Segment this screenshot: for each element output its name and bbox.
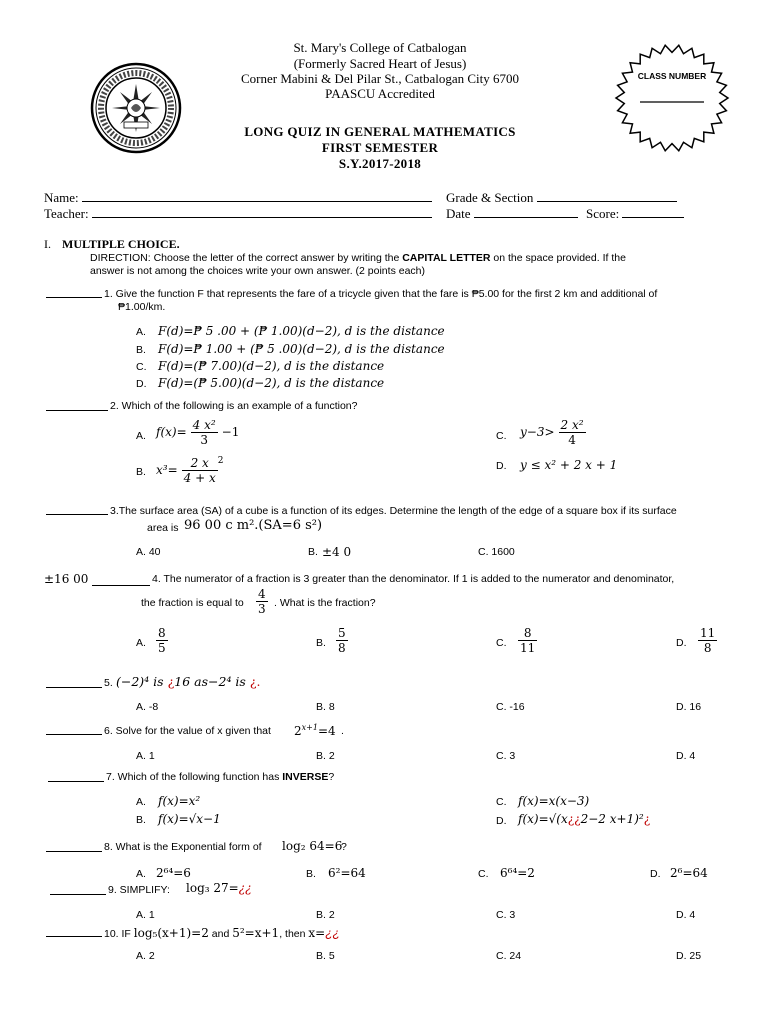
- school-address: Corner Mabini & Del Pilar St., Catbalogan City 6700: [240, 71, 520, 86]
- grade-section-blank[interactable]: [537, 190, 677, 202]
- expr-part: 5²=x+1: [232, 926, 280, 940]
- answer-blank[interactable]: [46, 410, 108, 411]
- question-text: ?: [328, 771, 335, 783]
- numerator: 4 x²: [192, 418, 216, 432]
- expr-part: x³=: [156, 463, 178, 478]
- school-seal: [90, 62, 182, 154]
- question-4-text: 4. The numerator of a fraction is 3 greater than the denominator. If 1 is added to the numerator and denominator,: [152, 573, 675, 585]
- question-4-text-end: . What is the fraction?: [274, 597, 376, 609]
- expr-part: log₃ 27=: [186, 881, 239, 895]
- question-emphasis: INVERSE: [282, 771, 329, 783]
- numerator: 2 x²: [560, 418, 584, 432]
- question-3-math: 96 00 c m².(SA=6 s²): [184, 518, 323, 533]
- question-9-math: [186, 881, 252, 895]
- name-blank[interactable]: [82, 190, 432, 202]
- choice-letter: D.: [676, 637, 687, 649]
- denominator: 11: [520, 641, 536, 655]
- question-text: and: [208, 928, 233, 940]
- question-8-math: log₂ 64=6: [282, 839, 343, 853]
- choice-letter: C.: [496, 796, 507, 808]
- choice-letter: A.: [136, 868, 146, 880]
- choice-d: D. 4: [676, 750, 696, 762]
- choice-expression: [518, 812, 650, 826]
- teacher-blank[interactable]: [92, 206, 432, 218]
- grade-section-field[interactable]: [446, 190, 677, 206]
- fraction: [518, 626, 537, 655]
- choice-letter: A.: [136, 326, 146, 338]
- question-text: 10. IF: [104, 928, 131, 940]
- date-label: Date: [446, 206, 471, 221]
- direction-text: Choose the letter of the correct answer by writing the: [150, 252, 403, 264]
- choice-letter: D.: [136, 378, 147, 390]
- choice-a: A. -8: [136, 701, 159, 713]
- fraction: [256, 587, 268, 616]
- expr-part: 2−2 x+1)²: [580, 812, 644, 826]
- choice-letter: B.: [136, 466, 146, 478]
- class-number-badge: [606, 38, 738, 158]
- question-6-text: 6. Solve for the value of x given that: [104, 725, 271, 737]
- choice-letter: A.: [136, 430, 146, 442]
- placeholder-glyph: ¿¿: [567, 812, 581, 826]
- choice-b: B. 5: [316, 950, 335, 962]
- fraction: [191, 418, 218, 447]
- choice-letter: D.: [650, 868, 661, 880]
- school-name: St. Mary's College of Catbalogan: [293, 40, 467, 55]
- denominator: 4: [568, 433, 576, 447]
- question-8-text: 8. What is the Exponential form of: [104, 841, 262, 853]
- numerator: 2 x: [182, 456, 218, 471]
- denominator: 4 + x: [183, 471, 216, 485]
- answer-blank[interactable]: [46, 297, 102, 298]
- answer-blank[interactable]: [46, 851, 102, 852]
- choice-expression: F(d)=₱ 1.00 + (₱ 5 .00)(d−2), d is the distance: [158, 342, 445, 356]
- choice-expression: y ≤ x² + 2 x + 1: [520, 458, 618, 472]
- direction-emphasis: CAPITAL LETTER: [402, 252, 491, 264]
- choice-expression: ±4 0: [322, 545, 352, 559]
- choice-expression: F(d)=(₱ 7.00)(d−2), d is the distance: [158, 359, 385, 373]
- choice-a: A. 40: [136, 546, 161, 558]
- question-number: 5.: [104, 677, 113, 689]
- answer-blank[interactable]: [46, 734, 102, 735]
- choice-letter: B.: [306, 868, 316, 880]
- choice-letter: B.: [308, 546, 318, 558]
- choice-expression: [156, 418, 239, 447]
- directions: [90, 252, 626, 264]
- choice-expression: F(d)=₱ 5 .00 + (₱ 1.00)(d−2), d is the distance: [158, 324, 445, 338]
- choice-letter: B.: [316, 637, 326, 649]
- choice-expression: [520, 418, 586, 447]
- question-8-end: ?: [341, 841, 347, 853]
- expr-part: 16 as−2⁴ is: [174, 674, 250, 689]
- choice-c: C. 1600: [478, 546, 515, 558]
- choice-a: A. 2: [136, 950, 155, 962]
- choice-expression: [156, 456, 223, 485]
- choice-letter: C.: [496, 637, 507, 649]
- question-3-text: 3.The surface area (SA) of a cube is a function of its edges. Determine the length of the edge of a square box if its surface: [110, 505, 677, 517]
- placeholder-glyph: ¿: [167, 674, 175, 689]
- direction-label: DIRECTION:: [90, 252, 151, 264]
- question-6-end: .: [341, 725, 344, 737]
- expr-part: =4: [317, 724, 336, 738]
- question-text: , then: [279, 928, 306, 940]
- question-text: 7. Which of the following function has: [106, 771, 283, 783]
- expr-part: 2: [294, 724, 302, 738]
- exponent: x+1: [301, 723, 318, 732]
- exponent: 2: [217, 456, 224, 466]
- choice-letter: C.: [478, 868, 489, 880]
- denominator: 5: [158, 641, 166, 655]
- answer-blank[interactable]: [48, 781, 104, 782]
- date-blank[interactable]: [474, 206, 578, 218]
- expr-part: (−2)⁴ is: [116, 674, 168, 689]
- choice-expression: f(x)=√x−1: [158, 812, 221, 826]
- question-5-math: [116, 674, 261, 689]
- teacher-field[interactable]: [44, 206, 432, 222]
- question-6-math: [294, 723, 336, 738]
- answer-blank[interactable]: [46, 514, 108, 515]
- choice-expression: 6²=64: [328, 866, 366, 880]
- teacher-label: Teacher:: [44, 206, 89, 221]
- choice-expression: f(x)=x(x−3): [518, 794, 590, 808]
- name-label: Name:: [44, 190, 79, 205]
- score-label: Score:: [586, 206, 620, 221]
- fraction: [698, 626, 717, 655]
- fraction: [336, 626, 348, 655]
- section-heading: MULTIPLE CHOICE.: [62, 237, 180, 251]
- name-field[interactable]: [44, 190, 432, 206]
- class-number-label: CLASS NUMBER: [637, 71, 707, 81]
- fraction: [156, 626, 168, 655]
- choice-letter: A.: [136, 796, 146, 808]
- expr-part: −1: [221, 425, 240, 440]
- grade-section-label: Grade & Section: [446, 190, 534, 205]
- numerator: 5: [338, 626, 346, 640]
- denominator: 8: [338, 641, 346, 655]
- choice-a: A. 1: [136, 909, 155, 921]
- quiz-title: LONG QUIZ IN GENERAL MATHEMATICS: [244, 124, 516, 139]
- choice-letter: B.: [136, 344, 146, 356]
- choice-letter: D.: [496, 815, 507, 827]
- question-1-text: 1. Give the function F that represents the fare of a tricycle given that the fare is ₱5.00 for the first 2 km and additional of: [104, 288, 658, 300]
- choice-d: D. 4: [676, 909, 696, 921]
- choice-b: B. 8: [316, 701, 335, 713]
- placeholder-glyph: ¿.: [249, 674, 261, 689]
- expr-part: y−3>: [520, 425, 555, 440]
- school-accreditation: PAASCU Accredited: [325, 86, 435, 101]
- answer-blank[interactable]: [46, 936, 102, 937]
- school-formerly: (Formerly Sacred Heart of Jesus): [293, 56, 467, 71]
- choice-expression: F(d)=(₱ 5.00)(d−2), d is the distance: [158, 376, 385, 390]
- expr-part: log₅(x+1)=2: [133, 926, 209, 940]
- choice-c: C. -16: [496, 701, 525, 713]
- choice-expression: 2⁶=64: [670, 866, 708, 880]
- placeholder-glyph: ¿¿: [325, 926, 340, 940]
- question-10-text: [104, 926, 340, 940]
- choice-letter: D.: [496, 460, 507, 472]
- question-9-text: 9. SIMPLIFY:: [108, 884, 170, 896]
- quiz-semester: FIRST SEMESTER: [321, 140, 439, 155]
- answer-blank[interactable]: [50, 894, 106, 895]
- question-7-text: [106, 771, 334, 783]
- question-2-text: 2. Which of the following is an example of a function?: [110, 400, 358, 412]
- answer-blank[interactable]: [92, 585, 150, 586]
- choice-d: D. 25: [676, 950, 702, 962]
- choice-expression: 6⁶⁴=2: [500, 866, 535, 880]
- choice-d: D. 16: [676, 701, 702, 713]
- choice-a: A. 1: [136, 750, 155, 762]
- choice-expression: 2⁶⁴=6: [156, 866, 191, 880]
- choice-b: B. 2: [316, 750, 335, 762]
- placeholder-glyph: ¿: [643, 812, 651, 826]
- choice-letter: C.: [496, 430, 507, 442]
- score-field[interactable]: [586, 206, 684, 222]
- choice-letter: C.: [136, 361, 147, 373]
- question-4-text-cont: the fraction is equal to: [141, 597, 244, 609]
- date-field[interactable]: [446, 206, 578, 222]
- expr-part: x=: [308, 926, 326, 940]
- question-1-text-cont: ₱1.00/km.: [118, 301, 166, 313]
- fraction: [182, 456, 218, 485]
- choice-c: C. 3: [496, 909, 516, 921]
- directions-line2: answer is not among the choices write your own answer. (2 points each): [90, 265, 426, 277]
- quiz-school-year: S.Y.2017-2018: [338, 156, 422, 171]
- numerator: 8: [518, 626, 537, 641]
- denominator: 8: [703, 641, 712, 655]
- expr-part: f(x)=: [156, 425, 187, 440]
- fraction: [559, 418, 586, 447]
- choice-b: B. 2: [316, 909, 335, 921]
- direction-text-end: on the space provided. If the: [490, 252, 626, 264]
- section-numeral: I.: [44, 237, 51, 251]
- choice-c: C. 3: [496, 750, 516, 762]
- placeholder-glyph: ¿¿: [238, 881, 252, 895]
- denominator: 3: [200, 433, 208, 447]
- numerator: 4: [258, 587, 266, 601]
- answer-blank[interactable]: [46, 687, 102, 688]
- expr-part: f(x)=√(x: [518, 812, 568, 826]
- choice-c: C. 24: [496, 950, 522, 962]
- denominator: 3: [258, 602, 266, 616]
- choice-letter: A.: [136, 637, 146, 649]
- choice-expression: ±16 00: [44, 572, 89, 586]
- numerator: 8: [158, 626, 166, 640]
- choice-letter: B.: [136, 814, 146, 826]
- question-3-text-cont: area is: [147, 522, 179, 534]
- choice-expression: f(x)=x²: [158, 794, 201, 808]
- numerator: 11: [700, 626, 716, 640]
- score-blank[interactable]: [622, 206, 684, 218]
